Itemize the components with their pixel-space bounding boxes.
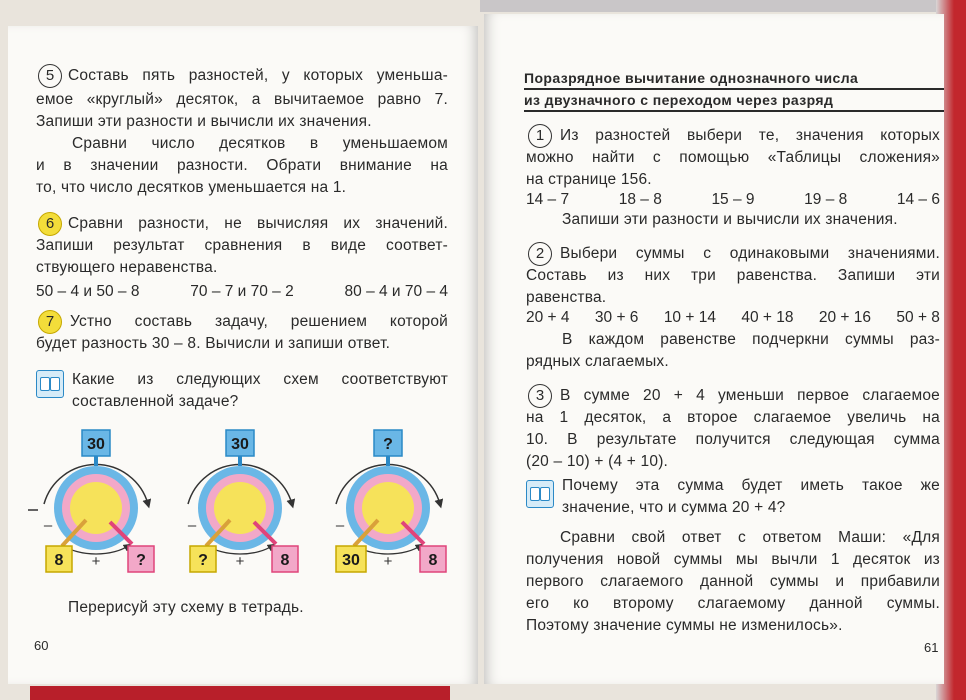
task-3-number: 3 [528, 384, 552, 408]
task-2-line: Составь из них три равенства. Запиши эти [526, 267, 940, 284]
scheme-left-value: 8 [54, 552, 64, 569]
scheme-right-value: ? [136, 552, 146, 569]
scheme-left-value: 30 [342, 552, 360, 569]
task-6-line: Сравни разности, не вычисляя их значений. [68, 215, 448, 232]
scheme-right-value: 8 [428, 552, 438, 569]
sum-expression: 20 + 16 [818, 309, 872, 326]
task-3-line: В сумме 20 + 4 уменьши первое слагаемое [560, 387, 940, 404]
task-1-line: на странице 156. [526, 171, 652, 188]
sum-expression: 20 + 4 [526, 309, 570, 326]
task-3-question: значение, что и сумма 20 + 4? [562, 499, 786, 516]
difference-expression: 14 – 7 [526, 191, 570, 208]
task-5-line: Сравни число десятков в уменьшаемом [72, 135, 448, 152]
task-6-line: Запиши результат сравнения в виде соответ- [36, 237, 448, 254]
lesson-title: из двузначного с переходом через разряд [524, 92, 834, 108]
scheme-plus-sign: + [383, 553, 393, 570]
page-number-left: 60 [34, 638, 49, 653]
background-red-bottom [30, 686, 450, 700]
scheme-minus-sign: – [335, 517, 345, 534]
task-6-number: 6 [38, 212, 62, 236]
task-1-number: 1 [528, 124, 552, 148]
masha-answer-line: первого слагаемого данной суммы и прибавили [526, 573, 940, 590]
scheme-1 [28, 430, 154, 572]
comparison-pair: 70 – 7 и 70 – 2 [190, 283, 294, 300]
task-1-expressions [526, 190, 940, 210]
task-2-expressions [526, 308, 940, 328]
task-6-pairs [36, 282, 448, 302]
sum-expression: 40 + 18 [741, 309, 794, 326]
task-7-line: будет разность 30 – 8. Вычисли и запиши ответ. [36, 335, 391, 352]
task-7-question: составленной задаче? [72, 393, 239, 410]
task-2-number: 2 [528, 242, 552, 266]
scheme-3 [336, 430, 446, 572]
task-5-line: Составь пять разностей, у которых уменьша- [68, 67, 448, 84]
scheme-top-value: ? [383, 436, 393, 453]
masha-answer-line: Поэтому значение суммы не изменилось». [526, 617, 843, 634]
scheme-2 [188, 430, 298, 572]
task-5-line: Запиши эти разности и вычисли их значения. [36, 113, 372, 130]
task-5-number: 5 [38, 64, 62, 88]
task-7-line: Устно составь задачу, решением которой [70, 313, 448, 330]
task-3-line: на 1 десяток, а второе слагаемое увеличь на [526, 409, 940, 426]
discuss-icon [36, 370, 64, 398]
task-1-line: можно найти с помощью «Таблицы сложения» [526, 149, 940, 166]
title-rule [524, 110, 944, 112]
masha-answer-line: Сравни свой ответ с ответом Маши: «Для [560, 529, 940, 546]
comparison-pair: 50 – 4 и 50 – 8 [36, 283, 140, 300]
scheme-minus-sign: – [43, 517, 53, 534]
comparison-pair: 80 – 4 и 70 – 4 [344, 283, 448, 300]
task-5-line: и в значении разности. Обрати внимание на [36, 157, 448, 174]
scheme-plus-sign: + [235, 553, 245, 570]
difference-expression: 18 – 8 [618, 191, 662, 208]
masha-answer-line: получения новой суммы мы вычли 1 десяток из [526, 551, 940, 568]
discuss-icon [526, 480, 554, 508]
task-3-line: (20 – 10) + (4 + 10). [526, 453, 669, 470]
redraw-instruction: Перерисуй эту схему в тетрадь. [68, 599, 304, 616]
scheme-top-value: 30 [87, 436, 105, 453]
task-3-line: 10. В результате получится следующая сумма [526, 431, 940, 448]
task-7-number: 7 [38, 310, 62, 334]
scheme-right-value: 8 [280, 552, 290, 569]
background-strip [480, 0, 966, 12]
task-6-line: ствующего неравенства. [36, 259, 218, 276]
task-2-instruction: рядных слагаемых. [526, 353, 669, 370]
task-2-line: Выбери суммы с одинаковыми значениями. [560, 245, 940, 262]
difference-expression: 15 – 9 [711, 191, 755, 208]
difference-expression: 19 – 8 [804, 191, 848, 208]
task-3-question: Почему эта сумма будет иметь такое же [562, 477, 940, 494]
right-page [484, 14, 944, 684]
sum-expression: 30 + 6 [594, 309, 639, 326]
task-1-instruction: Запиши эти разности и вычисли их значения. [562, 211, 898, 228]
task-2-line: равенства. [526, 289, 607, 306]
scheme-top-value: 30 [231, 436, 249, 453]
schemes-figure [8, 426, 478, 586]
sum-expression: 50 + 8 [896, 309, 940, 326]
task-2-instruction: В каждом равенстве подчеркни суммы раз- [562, 331, 940, 348]
difference-expression: 14 – 6 [896, 191, 940, 208]
masha-answer-line: его ко второму слагаемому данной суммы. [526, 595, 940, 612]
scheme-left-value: ? [198, 552, 208, 569]
scheme-plus-sign: + [91, 553, 101, 570]
task-1-line: Из разностей выбери те, значения которых [560, 127, 940, 144]
left-page [8, 26, 478, 684]
task-7-question: Какие из следующих схем соответствуют [72, 371, 448, 388]
lesson-title: Поразрядное вычитание однозначного числа [524, 70, 859, 86]
task-5-line: то, что число десятков уменьшается на 1. [36, 179, 347, 196]
scheme-minus-sign: – [187, 517, 197, 534]
sum-expression: 10 + 14 [663, 309, 716, 326]
task-5-line: емое «круглый» десяток, а вычитаемое равно 7. [36, 91, 448, 108]
page-number-right: 61 [924, 640, 939, 655]
